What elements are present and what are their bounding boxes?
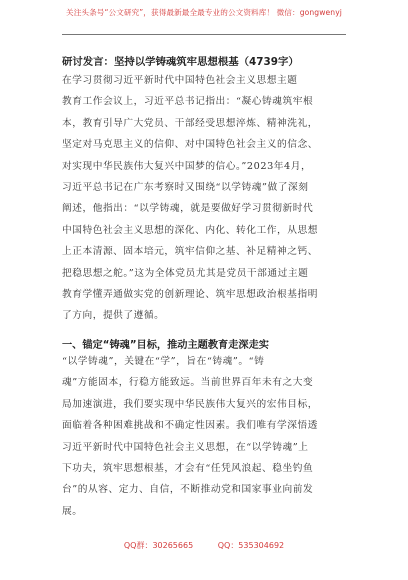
paragraph-line: 把稳思想之舵。”这为全体党员尤其是党员干部通过主题	[62, 267, 309, 279]
footer-qq-group: QQ群：30265665	[123, 541, 194, 550]
footer-qq-number: QQ：535304692	[217, 541, 285, 550]
paragraph-line: “以学铸魂”，关键在“学”，旨在“铸魂”。“铸	[62, 356, 265, 367]
paragraph-line: 教育学懂弄通做实党的创新理论、筑牢思想政治根基指明	[62, 288, 318, 300]
paragraph-line: 本，教育引导广大党员、干部经受思想淬炼、精神洗礼，	[62, 117, 318, 129]
document-title: 研讨发言：坚持以学铸魂筑牢思想根基（4739字）	[62, 56, 299, 68]
header-banner: 关注头条号“公文研究”，获得最新最全最专业的公文资料库！ 微信：gongwenyj	[66, 8, 342, 17]
paragraph-line: 对实现中华民族伟大复兴中国梦的信心。”2023年4月，	[62, 160, 312, 172]
paragraph-line: 坚定对马克思主义的信仰、对中国特色社会主义的信念、	[62, 139, 318, 151]
paragraph-line: 在学习贯彻习近平新时代中国特色社会主义思想主题	[62, 75, 298, 86]
footer-contact	[0, 540, 408, 551]
paragraph-line: 下功夫，筑牢思想根基，才会有“任凭风浪起、稳坐钓鱼	[62, 462, 314, 474]
intro-paragraph	[62, 70, 352, 327]
paragraph-line: 魂”方能固本，行稳方能致远。当前世界百年未有之大变	[62, 377, 314, 389]
paragraph-line: 阐述，他指出：“以学铸魂，就是要做好学习贯彻新时代	[62, 203, 314, 215]
paragraph-line: 习近平新时代中国特色社会主义思想，在“以学铸魂”上	[62, 441, 309, 453]
paragraph-line: 中国特色社会主义思想的深化、内化、转化工作，从思想	[62, 224, 318, 236]
section-paragraph	[62, 351, 352, 522]
header-divider	[62, 34, 346, 35]
paragraph-line: 习近平总书记在广东考察时又围绕“以学铸魂”做了深刻	[62, 181, 309, 193]
paragraph-line: 台”的从容、定力、自信，不断推动党和国家事业向前发	[62, 484, 314, 496]
paragraph-line: 教育工作会议上，习近平总书记指出：“凝心铸魂筑牢根	[62, 96, 314, 108]
paragraph-line: 局加速演进，我们要实现中华民族伟大复兴的宏伟目标，	[62, 398, 318, 410]
paragraph-line: 上正本清源、固本培元，筑牢信仰之基、补足精神之钙、	[62, 246, 318, 258]
section-heading: 一、锚定“铸魂”目标，推动主题教育走深走实	[62, 340, 269, 351]
paragraph-line: 展。	[62, 505, 83, 517]
paragraph-line: 面临着各种困难挑战和不确定性因素。我们唯有学深悟透	[62, 420, 318, 432]
paragraph-line: 了方向，提供了遵循。	[62, 310, 165, 322]
